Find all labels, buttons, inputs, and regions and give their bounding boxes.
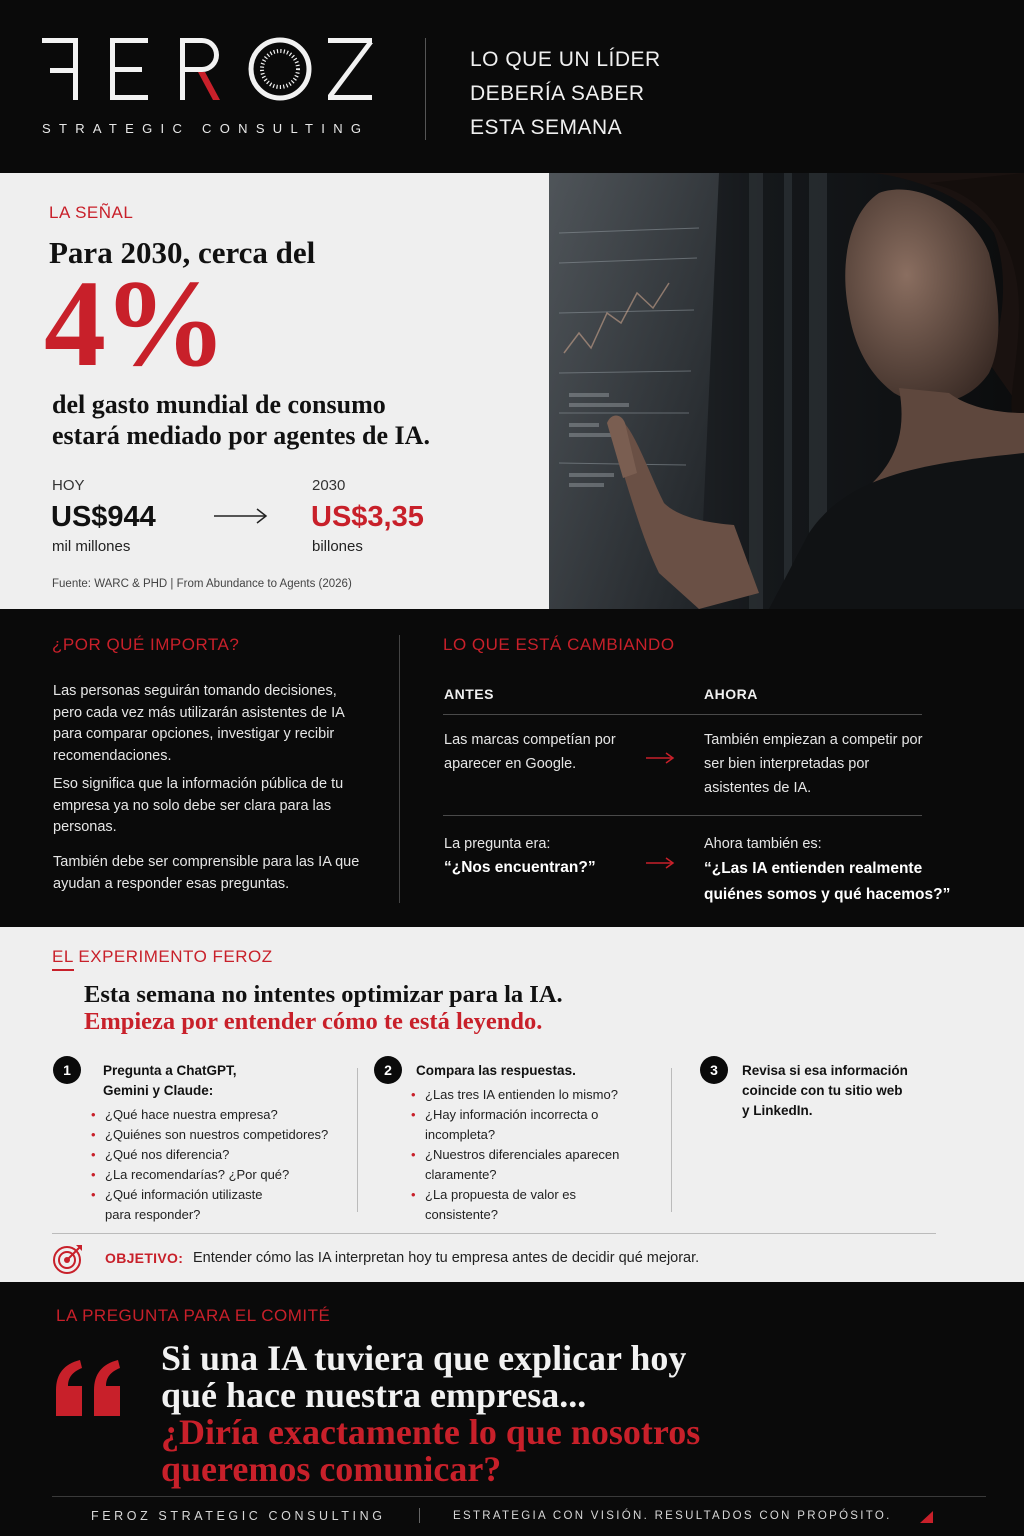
step-1-number: 1 xyxy=(53,1056,81,1084)
signal-description-line-2: estará mediado por agentes de IA. xyxy=(52,421,430,450)
signal-lead: Para 2030, cerca del xyxy=(49,235,316,270)
question-kicker: LA PREGUNTA PARA EL COMITÉ xyxy=(56,1306,331,1325)
objective-label: OBJETIVO: xyxy=(105,1250,184,1266)
logo-subtitle: STRATEGIC CONSULTING xyxy=(42,121,370,136)
changing-kicker: LO QUE ESTÁ CAMBIANDO xyxy=(443,635,675,654)
list-item: • ¿Quiénes son nuestros competidores? xyxy=(90,1125,350,1145)
section-divider xyxy=(399,635,400,903)
arrow-right-icon xyxy=(213,506,269,526)
step-2-title: Compara las respuestas. xyxy=(416,1063,576,1078)
step-2-number: 2 xyxy=(374,1056,402,1084)
table-rule xyxy=(443,815,922,816)
row2-before-intro: La pregunta era: xyxy=(444,836,551,852)
why-paragraph-3: También debe ser comprensible para las IA que ayudan a responder esas preguntas. xyxy=(53,854,360,892)
footer-separator xyxy=(419,1508,420,1523)
arrow-right-icon xyxy=(645,856,675,870)
target-icon xyxy=(52,1243,84,1275)
experiment-kicker: EL EXPERIMENTO FEROZ xyxy=(52,947,273,966)
row2-before xyxy=(444,832,634,880)
executive-touching-screen-photo xyxy=(549,173,1024,609)
before-column-header: ANTES xyxy=(444,686,494,702)
experiment-headline-1: Esta semana no intentes optimizar para la IA. xyxy=(84,981,563,1008)
signal-percent: 4% xyxy=(44,255,224,392)
step-3-title-line-3: y LinkedIn. xyxy=(742,1103,813,1118)
row1-before: Las marcas competían por aparecer en Google. xyxy=(444,732,616,772)
future-label: 2030 xyxy=(312,477,346,494)
objective-text: Entender cómo las IA interpretan hoy tu empresa antes de decidir qué mejorar. xyxy=(193,1250,700,1266)
step-2-list xyxy=(410,1085,640,1225)
step-3-title xyxy=(742,1061,908,1121)
step-1-list xyxy=(90,1105,350,1225)
table-rule xyxy=(443,714,922,715)
now-column-header: AHORA xyxy=(704,686,758,702)
step-1-title xyxy=(103,1061,237,1101)
row2-now-intro: Ahora también es: xyxy=(704,836,822,852)
list-item: • ¿Hay información incorrecta o incompleta? xyxy=(410,1105,610,1145)
list-item: • ¿Las tres IA entienden lo mismo? xyxy=(410,1085,640,1105)
why-paragraph-1: Las personas seguirán tomando decisiones, pero cada vez más utilizarán asistentes de IA para comparar opciones, investigar y recibir recomendaciones. xyxy=(53,683,344,764)
question-line-2: qué hace nuestra empresa... xyxy=(161,1375,587,1415)
quote-mark-icon xyxy=(52,1360,124,1416)
signal-description-line-1: del gasto mundial de consumo xyxy=(52,390,386,419)
footer-slogan: ESTRATEGIA CON VISIÓN. RESULTADOS CON PROPÓSITO. xyxy=(453,1510,892,1522)
source-note: Fuente: WARC & PHD | From Abundance to Agents (2026) xyxy=(52,578,352,590)
objective-rule xyxy=(52,1233,936,1234)
row2-now-quote-line-2: quiénes somos y qué hacemos?” xyxy=(704,886,951,903)
row1-now: También empiezan a competir por ser bien interpretadas por asistentes de IA. xyxy=(704,732,923,796)
step-divider xyxy=(357,1068,358,1212)
tagline-line-3: ESTA SEMANA xyxy=(470,116,623,139)
step-3-title-line-1: Revisa si esa información xyxy=(742,1063,908,1078)
today-label: HOY xyxy=(52,477,85,494)
list-item: • ¿La propuesta de valor es consistente? xyxy=(410,1185,600,1225)
kicker-underline xyxy=(52,969,74,971)
list-item: • ¿Qué hace nuestra empresa? xyxy=(90,1105,350,1125)
tagline-line-2: DEBERÍA SABER xyxy=(470,82,645,105)
footer-rule xyxy=(52,1496,986,1497)
list-item: • ¿Qué información utilizaste para responder? xyxy=(90,1185,290,1225)
today-value: US$944 xyxy=(51,501,156,533)
list-item: • ¿La recomendarías? ¿Por qué? xyxy=(90,1165,350,1185)
today-unit: mil millones xyxy=(52,538,131,555)
question-line-4: queremos comunicar? xyxy=(161,1449,502,1489)
step-1-title-line-1: Pregunta a ChatGPT, xyxy=(103,1063,237,1078)
why-kicker: ¿POR QUÉ IMPORTA? xyxy=(52,635,240,654)
feroz-logo xyxy=(40,36,380,106)
list-item: • ¿Nuestros diferenciales aparecen claramente? xyxy=(410,1145,640,1185)
arrow-right-icon xyxy=(645,751,675,765)
row2-now xyxy=(704,832,954,908)
footer-brand: FEROZ STRATEGIC CONSULTING xyxy=(91,1509,386,1523)
step-1-title-line-2: Gemini y Claude: xyxy=(103,1083,214,1098)
why-paragraph-2: Eso significa que la información pública de tu empresa ya no solo debe ser clara para las personas. xyxy=(53,776,344,835)
signal-kicker: LA SEÑAL xyxy=(49,203,134,222)
step-3-title-line-2: coincide con tu sitio web xyxy=(742,1083,903,1098)
row2-before-quote: “¿Nos encuentran?” xyxy=(444,859,596,876)
signal-description xyxy=(52,389,522,451)
step-divider xyxy=(671,1068,672,1212)
future-value: US$3,35 xyxy=(311,501,424,533)
question-line-1: Si una IA tuviera que explicar hoy xyxy=(161,1338,687,1378)
question-line-3: ¿Diría exactamente lo que nosotros xyxy=(161,1412,701,1452)
header-divider xyxy=(425,38,426,140)
header xyxy=(0,0,1024,173)
future-unit: billones xyxy=(312,538,363,555)
experiment-headline-2: Empieza por entender cómo te está leyendo. xyxy=(84,1008,543,1035)
row2-now-quote-line-1: “¿Las IA entienden realmente xyxy=(704,860,923,877)
triangle-icon xyxy=(920,1511,933,1523)
tagline-line-1: LO QUE UN LÍDER xyxy=(470,48,661,71)
list-item: • ¿Qué nos diferencia? xyxy=(90,1145,350,1165)
step-3-number: 3 xyxy=(700,1056,728,1084)
